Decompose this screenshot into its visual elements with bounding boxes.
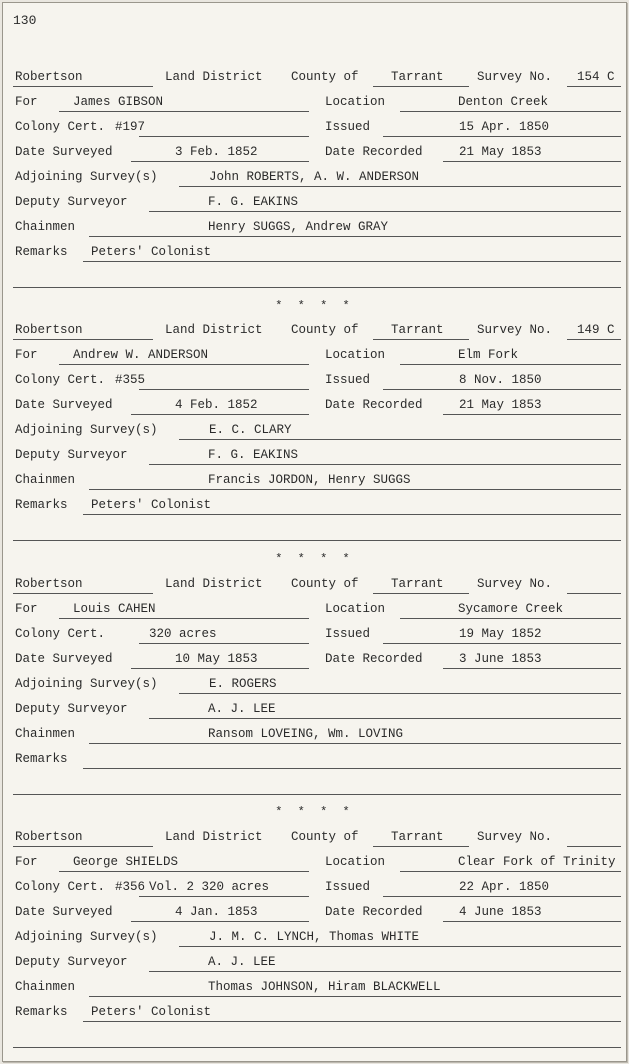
deputy-row [3,700,626,722]
adjoining-value: John ROBERTS, A. W. ANDERSON [209,170,420,184]
county-value: Tarrant [391,577,444,591]
land-district-label: Land District [165,577,263,591]
date-recorded-label: Date Recorded [325,652,423,666]
fill-line [59,111,309,112]
grantee-row [3,853,626,875]
fill-line [443,668,621,669]
remarks-continuation-line [13,1047,621,1048]
county-value: Tarrant [391,323,444,337]
adjoining-label: Adjoining Survey(s) [15,170,158,184]
dates-row [3,396,626,418]
date-surveyed-label: Date Surveyed [15,652,113,666]
remarks-continuation-line [13,287,621,288]
fill-line [400,618,621,619]
land-district-label: Land District [165,70,263,84]
location-value: Clear Fork of Trinity [458,855,616,869]
page-number: 130 [13,13,37,28]
certificate-row [3,878,626,900]
fill-line [131,668,309,669]
date-surveyed-value: 3 Feb. 1852 [175,145,258,159]
remarks-row [3,496,626,518]
colony-cert-label: Colony Cert. [15,627,106,641]
fill-line [400,364,621,365]
fill-line [149,211,621,212]
grantee-name: James GIBSON [73,95,164,109]
remarks-row [3,750,626,772]
date-surveyed-label: Date Surveyed [15,145,113,159]
land-district-value: Robertson [15,577,83,591]
fill-line [89,996,621,997]
survey-no-label: Survey No. [477,577,553,591]
fill-line [13,846,153,847]
date-recorded-value: 21 May 1853 [459,398,542,412]
adjoining-value: E. ROGERS [209,677,277,691]
fill-line [179,186,621,187]
location-label: Location [325,602,386,616]
deputy-value: F. G. EAKINS [208,448,299,462]
fill-line [179,946,621,947]
for-label: For [15,602,38,616]
survey-entry [3,68,626,298]
fill-line [383,896,621,897]
deputy-row [3,193,626,215]
fill-line [83,768,621,769]
adjoining-label: Adjoining Survey(s) [15,677,158,691]
fill-line [567,339,621,340]
deputy-value: F. G. EAKINS [208,195,299,209]
for-label: For [15,855,38,869]
remarks-label: Remarks [15,498,68,512]
county-value: Tarrant [391,830,444,844]
for-label: For [15,348,38,362]
grantee-name: Louis CAHEN [73,602,156,616]
fill-line [567,593,621,594]
fill-line [400,111,621,112]
chainmen-row [3,218,626,240]
cert-number: #197 [115,120,146,134]
cert-extra: 320 acres [149,627,217,641]
fill-line [89,489,621,490]
fill-line [83,261,621,262]
fill-line [59,364,309,365]
deputy-row [3,446,626,468]
fill-line [400,871,621,872]
chainmen-label: Chainmen [15,980,76,994]
issued-label: Issued [325,627,371,641]
remarks-value: Peters' Colonist [91,1005,212,1019]
land-district-label: Land District [165,830,263,844]
entry-separator: * * * * [275,299,354,313]
date-surveyed-value: 10 May 1853 [175,652,258,666]
fill-line [383,643,621,644]
grantee-name: Andrew W. ANDERSON [73,348,209,362]
cert-number: #356 [115,880,146,894]
remarks-value: Peters' Colonist [91,245,212,259]
county-value: Tarrant [391,70,444,84]
remarks-row [3,243,626,265]
location-value: Denton Creek [458,95,549,109]
colony-cert-label: Colony Cert. [15,120,106,134]
county-label: County of [291,70,359,84]
fill-line [83,514,621,515]
location-label: Location [325,855,386,869]
certificate-row [3,625,626,647]
fill-line [13,339,153,340]
survey-entry [3,321,626,551]
date-surveyed-label: Date Surveyed [15,398,113,412]
date-recorded-value: 3 June 1853 [459,652,542,666]
fill-line [383,136,621,137]
fill-line [149,464,621,465]
land-district-value: Robertson [15,70,83,84]
colony-cert-label: Colony Cert. [15,880,106,894]
grantee-name: George SHIELDS [73,855,179,869]
date-recorded-label: Date Recorded [325,398,423,412]
fill-line [443,921,621,922]
deputy-label: Deputy Surveyor [15,702,128,716]
remarks-continuation-line [13,540,621,541]
fill-line [13,86,153,87]
issued-label: Issued [325,120,371,134]
adjoining-row [3,421,626,443]
grantee-row [3,93,626,115]
deputy-label: Deputy Surveyor [15,955,128,969]
survey-no-label: Survey No. [477,830,553,844]
date-recorded-label: Date Recorded [325,145,423,159]
issued-label: Issued [325,373,371,387]
land-district-value: Robertson [15,323,83,337]
adjoining-row [3,675,626,697]
fill-line [567,846,621,847]
date-surveyed-label: Date Surveyed [15,905,113,919]
chainmen-row [3,471,626,493]
chainmen-label: Chainmen [15,220,76,234]
chainmen-label: Chainmen [15,473,76,487]
adjoining-label: Adjoining Survey(s) [15,423,158,437]
county-label: County of [291,323,359,337]
fill-line [179,439,621,440]
dates-row [3,903,626,925]
fill-line [179,693,621,694]
survey-entry [3,828,626,1058]
issued-value: 15 Apr. 1850 [459,120,550,134]
header-row [3,68,626,90]
fill-line [13,593,153,594]
fill-line [139,896,309,897]
deputy-value: A. J. LEE [208,702,276,716]
entry-separator: * * * * [275,552,354,566]
chainmen-label: Chainmen [15,727,76,741]
land-district-label: Land District [165,323,263,337]
cert-number: #355 [115,373,146,387]
fill-line [567,86,621,87]
survey-no-value: 149 C [577,323,615,337]
survey-entry [3,575,626,805]
chainmen-value: Henry SUGGS, Andrew GRAY [208,220,389,234]
survey-no-value: 154 C [577,70,615,84]
fill-line [373,86,469,87]
deputy-label: Deputy Surveyor [15,195,128,209]
fill-line [131,161,309,162]
fill-line [59,871,309,872]
fill-line [373,593,469,594]
date-recorded-label: Date Recorded [325,905,423,919]
county-label: County of [291,830,359,844]
fill-line [373,846,469,847]
survey-no-label: Survey No. [477,70,553,84]
deputy-value: A. J. LEE [208,955,276,969]
date-surveyed-value: 4 Feb. 1852 [175,398,258,412]
cert-extra: Vol. 2 320 acres [149,880,270,894]
county-label: County of [291,577,359,591]
issued-value: 22 Apr. 1850 [459,880,550,894]
location-value: Sycamore Creek [458,602,564,616]
location-label: Location [325,95,386,109]
dates-row [3,143,626,165]
fill-line [149,718,621,719]
deputy-row [3,953,626,975]
chainmen-value: Thomas JOHNSON, Hiram BLACKWELL [208,980,441,994]
issued-label: Issued [325,880,371,894]
date-recorded-value: 21 May 1853 [459,145,542,159]
location-value: Elm Fork [458,348,519,362]
remarks-value: Peters' Colonist [91,498,212,512]
colony-cert-label: Colony Cert. [15,373,106,387]
fill-line [443,161,621,162]
fill-line [89,743,621,744]
certificate-row [3,371,626,393]
header-row [3,575,626,597]
fill-line [443,414,621,415]
remarks-label: Remarks [15,245,68,259]
certificate-row [3,118,626,140]
remarks-label: Remarks [15,1005,68,1019]
issued-value: 8 Nov. 1850 [459,373,542,387]
remarks-label: Remarks [15,752,68,766]
adjoining-value: E. C. CLARY [209,423,292,437]
location-label: Location [325,348,386,362]
fill-line [59,618,309,619]
header-row [3,321,626,343]
for-label: For [15,95,38,109]
date-surveyed-value: 4 Jan. 1853 [175,905,258,919]
chainmen-row [3,978,626,1000]
adjoining-label: Adjoining Survey(s) [15,930,158,944]
chainmen-value: Ransom LOVEING, Wm. LOVING [208,727,404,741]
fill-line [139,136,309,137]
adjoining-row [3,168,626,190]
survey-no-label: Survey No. [477,323,553,337]
fill-line [83,1021,621,1022]
grantee-row [3,600,626,622]
chainmen-row [3,725,626,747]
entry-separator: * * * * [275,805,354,819]
adjoining-row [3,928,626,950]
deputy-label: Deputy Surveyor [15,448,128,462]
date-recorded-value: 4 June 1853 [459,905,542,919]
adjoining-value: J. M. C. LYNCH, Thomas WHITE [209,930,420,944]
fill-line [383,389,621,390]
fill-line [131,921,309,922]
remarks-continuation-line [13,794,621,795]
dates-row [3,650,626,672]
fill-line [373,339,469,340]
fill-line [139,643,309,644]
fill-line [139,389,309,390]
header-row [3,828,626,850]
document-page [2,2,627,1062]
land-district-value: Robertson [15,830,83,844]
issued-value: 19 May 1852 [459,627,542,641]
fill-line [131,414,309,415]
fill-line [149,971,621,972]
fill-line [89,236,621,237]
remarks-row [3,1003,626,1025]
chainmen-value: Francis JORDON, Henry SUGGS [208,473,411,487]
grantee-row [3,346,626,368]
